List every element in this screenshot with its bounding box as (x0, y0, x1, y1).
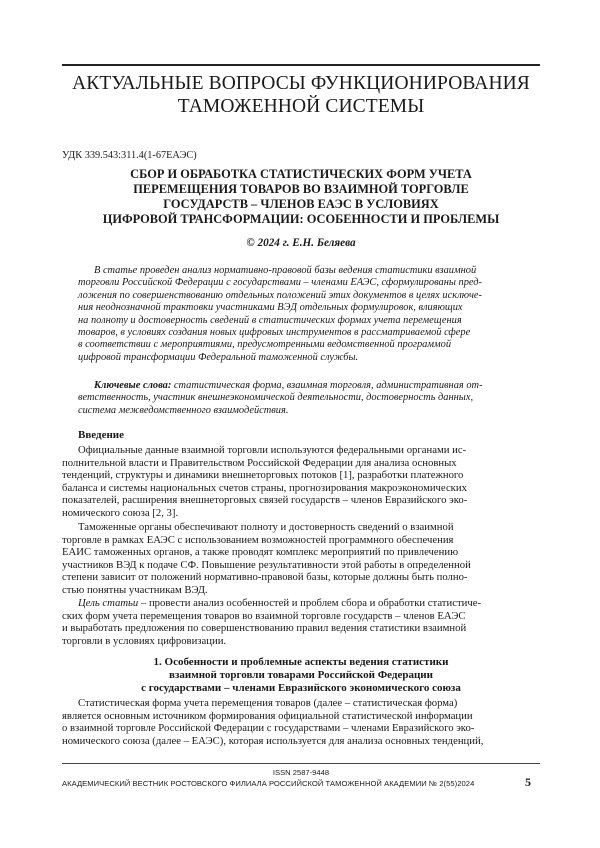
heading-line: взаимной торговли товарами Российской Федерации (169, 669, 433, 681)
abstract-line: В статье проведен анализ нормативно-правовой базы ведения статистики взаимной (94, 265, 477, 276)
text-line: ЕАИС таможенных органов, а также проводят комплекс мероприятий по привлечению (62, 546, 459, 559)
text-line: стью понятны участникам ВЭД. (62, 583, 208, 596)
text-line: ских форм учета перемещения товаров во взаимной торговле государств – членов ЕАЭС (62, 609, 466, 622)
heading-line: 1. Особенности и проблемные аспекты ведения статистики (153, 656, 449, 668)
text-line (62, 597, 540, 610)
abstract (78, 265, 534, 364)
title-line: ЦИФРОВОЙ ТРАНСФОРМАЦИИ: ОСОБЕННОСТИ И ПРОБЛЕМЫ (102, 212, 500, 226)
abstract-line: ния неоднозначной трактовки участниками ВЭД отдельных формулировок, влияющих (78, 302, 463, 314)
keywords-line (78, 380, 534, 392)
text-line: торговли в условиях цифровизации. (62, 634, 227, 647)
keywords-text: статистическая форма, взаимная торговля, административная от- (171, 380, 483, 391)
abstract-line: в соответствии с мероприятиями, предусмотренными ведомственной программой (78, 339, 452, 351)
heading-line: с государствами – членами Евразийского экономического союза (141, 682, 461, 694)
paragraph-2 (62, 521, 540, 597)
text-line: тенденций, структуры и динамики внешнеторговых потоков [1], разработки платежного (62, 469, 464, 482)
keywords (78, 380, 534, 417)
text-line: баланса и системы национальных счетов страны, прогнозирования макроэкономических (62, 481, 467, 494)
text-line: торговле в рамках ЕАЭС с использованием возможностей программного обеспечения (62, 533, 454, 546)
abstract-line: торговли Российской Федерации с государствами – членами ЕАЭС, сформулированы пред- (78, 277, 482, 289)
text-line: является основным источником формирования официальной статистической информации (62, 709, 473, 722)
abstract-line: цифровой трансформации Федеральной таможенной службы. (78, 351, 359, 363)
keywords-line: ветственность, участник внешнеэкономической деятельности, достоверность данных, (78, 392, 474, 404)
abstract-line: на полноту и достоверность сведений в статистических формах учета перемещения (78, 314, 462, 326)
text-line: номического союза (далее – ЕАЭС), которая используется для анализа основных тенденций, (62, 734, 484, 747)
text-line: и выработать предложения по совершенствованию правил ведения статистики взаимной (62, 622, 467, 635)
goal-lead: Цель статьи (78, 597, 139, 609)
title-line: ПЕРЕМЕЩЕНИЯ ТОВАРОВ ВО ВЗАИМНОЙ ТОРГОВЛЕ (133, 182, 469, 196)
text-line: Таможенные органы обеспечивают полноту и достоверность сведений о взаимной (78, 521, 454, 533)
journal-section-title (62, 72, 540, 118)
section-title-line: АКТУАЛЬНЫЕ ВОПРОСЫ ФУНКЦИОНИРОВАНИЯ (72, 73, 530, 94)
title-line: ГОСУДАРСТВ – ЧЛЕНОВ ЕАЭС В УСЛОВИЯХ (163, 197, 439, 211)
section-1-heading (62, 656, 540, 695)
udk-code: УДК 339.543:311.4(1-67ЕАЭС) (62, 150, 197, 161)
issn: ISSN 2587-9448 (272, 768, 330, 777)
article-title (62, 167, 540, 227)
text-line: Официальные данные взаимной торговли используются федеральными органами ис- (78, 444, 467, 456)
text-line: номического союза [2, 3]. (62, 506, 179, 519)
paragraph-1 (62, 444, 540, 520)
text-line: участников ВЭД к подаче СФ. Повышение результативности этой работы в определенной (62, 558, 471, 571)
keywords-label: Ключевые слова: (94, 380, 172, 391)
title-line: СБОР И ОБРАБОТКА СТАТИСТИЧЕСКИХ ФОРМ УЧЕТА (130, 167, 472, 181)
paragraph-3 (62, 597, 540, 647)
text-line: Статистическая форма учета перемещения товаров (далее – статистическая форма) (78, 697, 458, 709)
abstract-line: ложения по совершенствованию отдельных положений этих документов в целях исключе- (78, 289, 483, 301)
section-title-line: ТАМОЖЕННОЙ СИСТЕМЫ (177, 96, 425, 117)
text-line: степени зависит от положений нормативно-правовой базы, которые должны быть полно- (62, 571, 468, 584)
header-rule (62, 64, 540, 66)
text-line: показателей, расширения внешнеторговых связей государств – членов Евразийского эко- (62, 494, 468, 507)
goal-text: – провести анализ особенностей и проблем сбора и обработки статистиче- (138, 597, 482, 609)
footer-rule (62, 763, 540, 764)
keywords-line: система межведомственного взаимодействия. (78, 404, 289, 416)
paragraph-4 (62, 697, 540, 747)
journal-footer: АКАДЕМИЧЕСКИЙ ВЕСТНИК РОСТОВСКОГО ФИЛИАЛА РОССИЙСКОЙ ТАМОЖЕННОЙ АКАДЕМИИ № 2(55)2024 (62, 779, 475, 788)
author-line: © 2024 г. Е.Н. Беляева (246, 237, 356, 249)
text-line: полнительной власти и Правительством Российской Федерации для анализа основных (62, 456, 457, 469)
abstract-line: товаров, в условиях создания новых цифровых инструментов в рассматриваемой сфере (78, 327, 471, 339)
intro-heading: Введение (78, 429, 125, 441)
text-line: о взаимной торговле Российской Федерации с государствами – членами Евразийского эко- (62, 722, 475, 735)
page-number: 5 (525, 775, 531, 789)
